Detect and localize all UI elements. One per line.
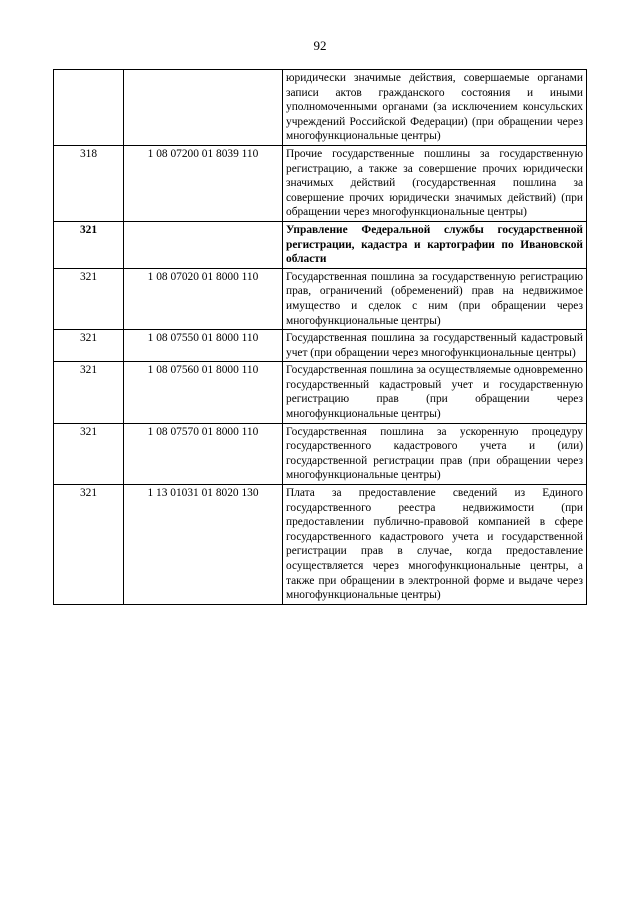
table-row bbox=[54, 485, 587, 605]
description-cell: Управление Федеральной службы государственной регистрации, кадастра и картографии по Ивановской области bbox=[283, 221, 587, 268]
description-cell: Плата за предоставление сведений из Единого государственного реестра недвижимости (при предоставлении публично-правовой компанией в сфере государственного кадастрового учета и государственной регистрации прав в случае, когда предоставление осуществляется через многофункциональные центры, а также при обращении в электронной форме и выдаче через многофункциональные центры) bbox=[283, 485, 587, 605]
admin-code-cell: 318 bbox=[54, 145, 124, 221]
classification-code-cell: 1 08 07560 01 8000 110 bbox=[124, 362, 283, 423]
table-row bbox=[54, 145, 587, 221]
table-row bbox=[54, 423, 587, 484]
classification-code-cell bbox=[124, 70, 283, 146]
table-row bbox=[54, 268, 587, 329]
table-row bbox=[54, 330, 587, 362]
admin-code-cell: 321 bbox=[54, 330, 124, 362]
classification-code-cell: 1 08 07550 01 8000 110 bbox=[124, 330, 283, 362]
table-row bbox=[54, 70, 587, 146]
description-cell: Государственная пошлина за осуществляемые одновременно государственный кадастровый учет и государственную регистрацию прав (при обращении через многофункциональные центры) bbox=[283, 362, 587, 423]
budget-classification-table bbox=[53, 69, 587, 605]
admin-code-cell: 321 bbox=[54, 221, 124, 268]
classification-code-cell: 1 08 07020 01 8000 110 bbox=[124, 268, 283, 329]
table-row bbox=[54, 362, 587, 423]
description-cell: Государственная пошлина за государственный кадастровый учет (при обращении через многофункциональные центры) bbox=[283, 330, 587, 362]
description-cell: юридически значимые действия, совершаемые органами записи актов гражданского состояния и иными уполномоченными органами (за исключением консульских учреждений Российской Федерации) (при обращении через многофункциональные центры) bbox=[283, 70, 587, 146]
classification-code-cell: 1 08 07570 01 8000 110 bbox=[124, 423, 283, 484]
classification-code-cell bbox=[124, 221, 283, 268]
admin-code-cell: 321 bbox=[54, 485, 124, 605]
admin-code-cell: 321 bbox=[54, 362, 124, 423]
table-row-section-header bbox=[54, 221, 587, 268]
description-cell: Государственная пошлина за ускоренную процедуру государственного кадастрового учета и (или) государственной регистрации прав (при обращении через многофункциональные центры) bbox=[283, 423, 587, 484]
page-number: 92 bbox=[313, 38, 327, 53]
admin-code-cell: 321 bbox=[54, 268, 124, 329]
description-cell: Прочие государственные пошлины за государственную регистрацию, а также за совершение прочих юридически значимых действий (государственная пошлина за совершение прочих юридически значимых действий) (при обращении через многофункциональные центры) bbox=[283, 145, 587, 221]
description-cell: Государственная пошлина за государственную регистрацию прав, ограничений (обременений) прав на недвижимое имущество и сделок с ним (при обращении через многофункциональные центры) bbox=[283, 268, 587, 329]
classification-code-cell: 1 08 07200 01 8039 110 bbox=[124, 145, 283, 221]
admin-code-cell: 321 bbox=[54, 423, 124, 484]
admin-code-cell bbox=[54, 70, 124, 146]
classification-code-cell: 1 13 01031 01 8020 130 bbox=[124, 485, 283, 605]
